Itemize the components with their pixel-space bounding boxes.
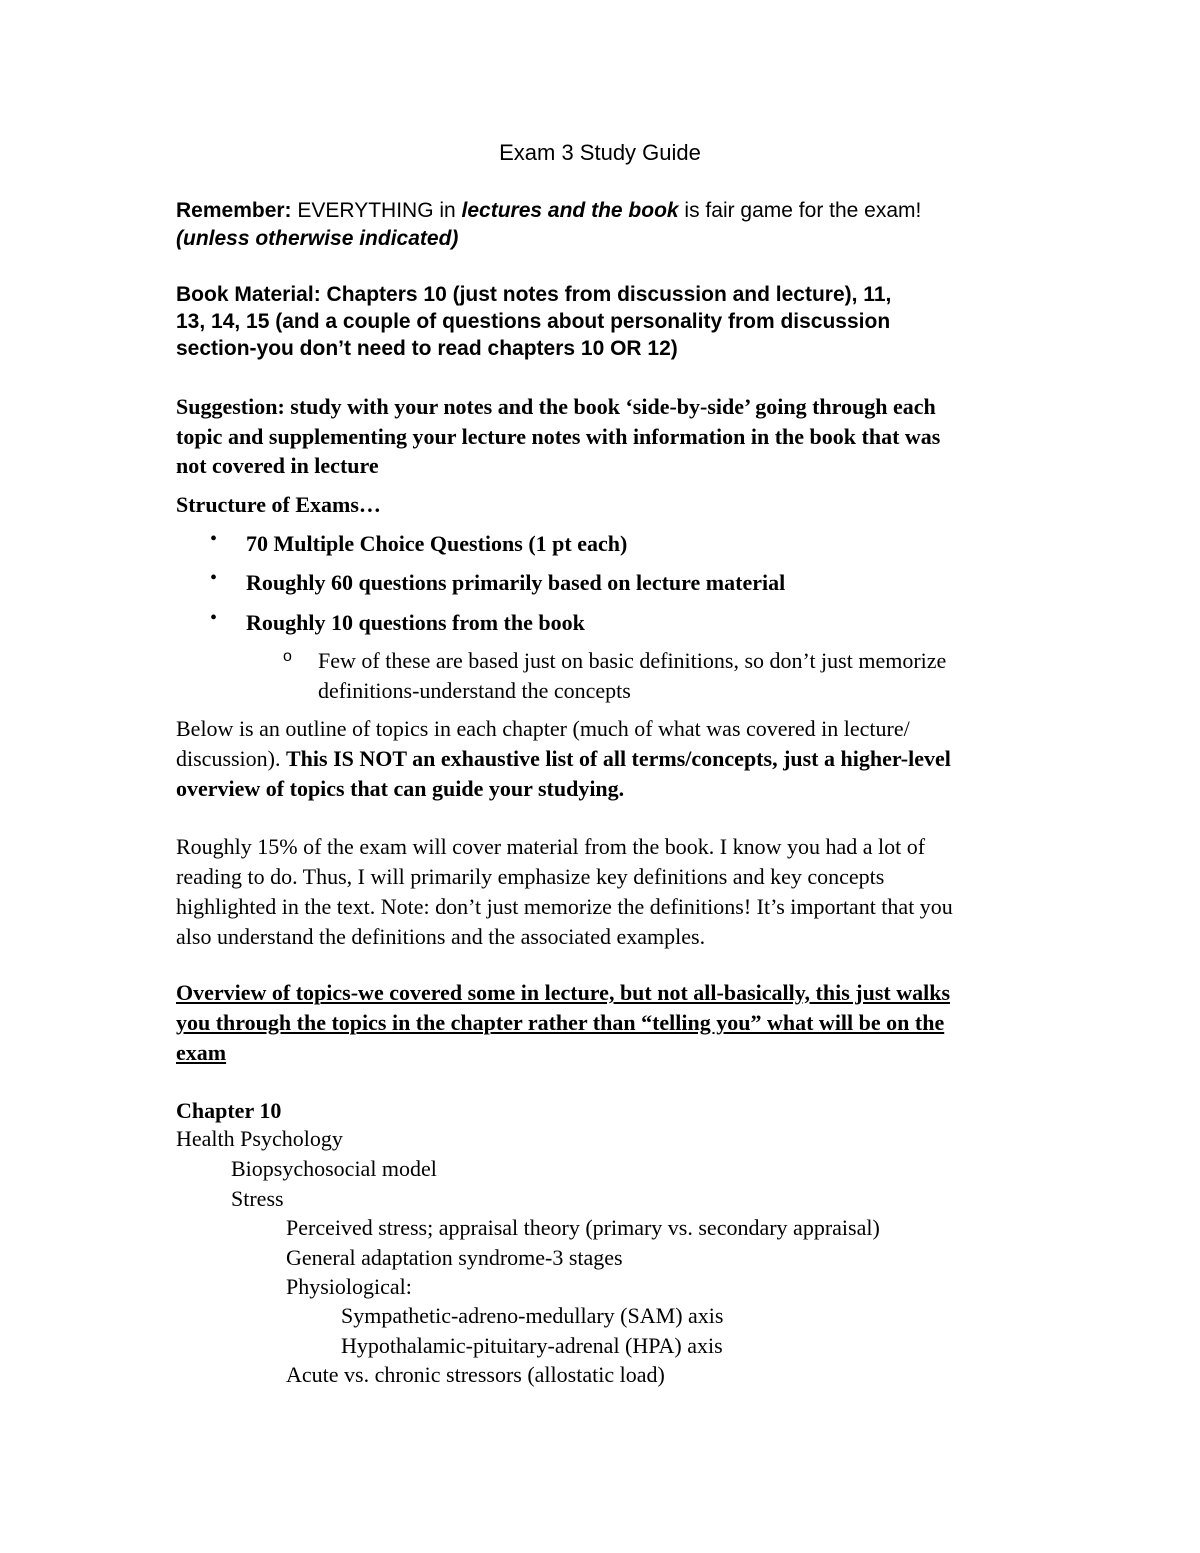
remember-line bbox=[176, 196, 921, 226]
chapter-10-subsubtopic: Physiological: bbox=[286, 1274, 412, 1299]
remember-label: Remember: bbox=[176, 199, 292, 222]
bullet-icon: • bbox=[210, 607, 218, 629]
chapter-10-topic: Health Psychology bbox=[176, 1126, 343, 1151]
book-material-line-2: 13, 14, 15 (and a couple of questions about personality from discussion bbox=[176, 310, 891, 333]
structure-heading: Structure of Exams… bbox=[176, 492, 381, 517]
chapter-10-subsubtopic: Perceived stress; appraisal theory (primary vs. secondary appraisal) bbox=[286, 1215, 880, 1240]
chapter-10-detail: Hypothalamic-pituitary-adrenal (HPA) axis bbox=[341, 1333, 723, 1358]
outline-line-1: Below is an outline of topics in each chapter (much of what was covered in lecture/ bbox=[176, 716, 910, 741]
overview-line-1: Overview of topics-we covered some in lecture, but not all-basically, this just walks bbox=[176, 980, 951, 1005]
structure-item-1: 70 Multiple Choice Questions (1 pt each) bbox=[246, 531, 628, 556]
structure-sub-item-line-1: Few of these are based just on basic definitions, so don’t just memorize bbox=[318, 648, 947, 673]
structure-sub-item-line-2: definitions-understand the concepts bbox=[318, 678, 631, 703]
structure-item-3: Roughly 10 questions from the book bbox=[246, 610, 585, 635]
book-material-line-1: Book Material: Chapters 10 (just notes from discussion and lecture), 11, bbox=[176, 283, 892, 306]
outline-line-2-bold: This IS NOT an exhaustive list of all terms/concepts, just a higher-level bbox=[286, 746, 951, 771]
chapter-10-subtopic: Stress bbox=[231, 1186, 284, 1211]
structure-item-2: Roughly 60 questions primarily based on lecture material bbox=[246, 570, 786, 595]
book-material-line-3: section-you don’t need to read chapters 10 OR 12) bbox=[176, 337, 678, 360]
overview-line-2: you through the topics in the chapter rather than “telling you” what will be on the bbox=[176, 1010, 945, 1035]
book-percent-line-4: also understand the definitions and the associated examples. bbox=[176, 924, 706, 949]
remember-rest: is fair game for the exam! bbox=[678, 199, 922, 222]
book-percent-line-1: Roughly 15% of the exam will cover material from the book. I know you had a lot of bbox=[176, 834, 926, 859]
suggestion-line-1: Suggestion: study with your notes and the book ‘side-by-side’ going through each bbox=[176, 394, 936, 419]
suggestion-line-2: topic and supplementing your lecture notes with information in the book that was bbox=[176, 424, 941, 449]
bullet-icon: • bbox=[210, 528, 218, 550]
book-percent-line-3: highlighted in the text. Note: don’t just memorize the definitions! It’s important that you bbox=[176, 894, 953, 919]
sub-bullet-icon: o bbox=[283, 648, 292, 665]
book-percent-line-2: reading to do. Thus, I will primarily emphasize key definitions and key concepts bbox=[176, 864, 885, 889]
suggestion-line-3: not covered in lecture bbox=[176, 453, 379, 478]
chapter-10-heading: Chapter 10 bbox=[176, 1098, 282, 1123]
chapter-10-subsubtopic: Acute vs. chronic stressors (allostatic load) bbox=[286, 1362, 665, 1387]
overview-line-3: exam bbox=[176, 1040, 227, 1065]
chapter-10-subsubtopic: General adaptation syndrome-3 stages bbox=[286, 1245, 623, 1270]
chapter-10-subtopic: Biopsychosocial model bbox=[231, 1156, 437, 1181]
remember-everything: EVERYTHING bbox=[291, 199, 434, 222]
outline-line-2-plain: discussion). bbox=[176, 746, 286, 771]
bullet-icon: • bbox=[210, 567, 218, 589]
page-title: Exam 3 Study Guide bbox=[499, 140, 701, 165]
outline-line-3: overview of topics that can guide your studying. bbox=[176, 776, 625, 801]
remember-in: in bbox=[433, 199, 462, 222]
remember-emphasis: lectures and the book bbox=[461, 199, 679, 222]
chapter-10-detail: Sympathetic-adreno-medullary (SAM) axis bbox=[341, 1303, 724, 1328]
outline-line-2 bbox=[176, 744, 951, 774]
remember-note: (unless otherwise indicated) bbox=[176, 227, 459, 250]
